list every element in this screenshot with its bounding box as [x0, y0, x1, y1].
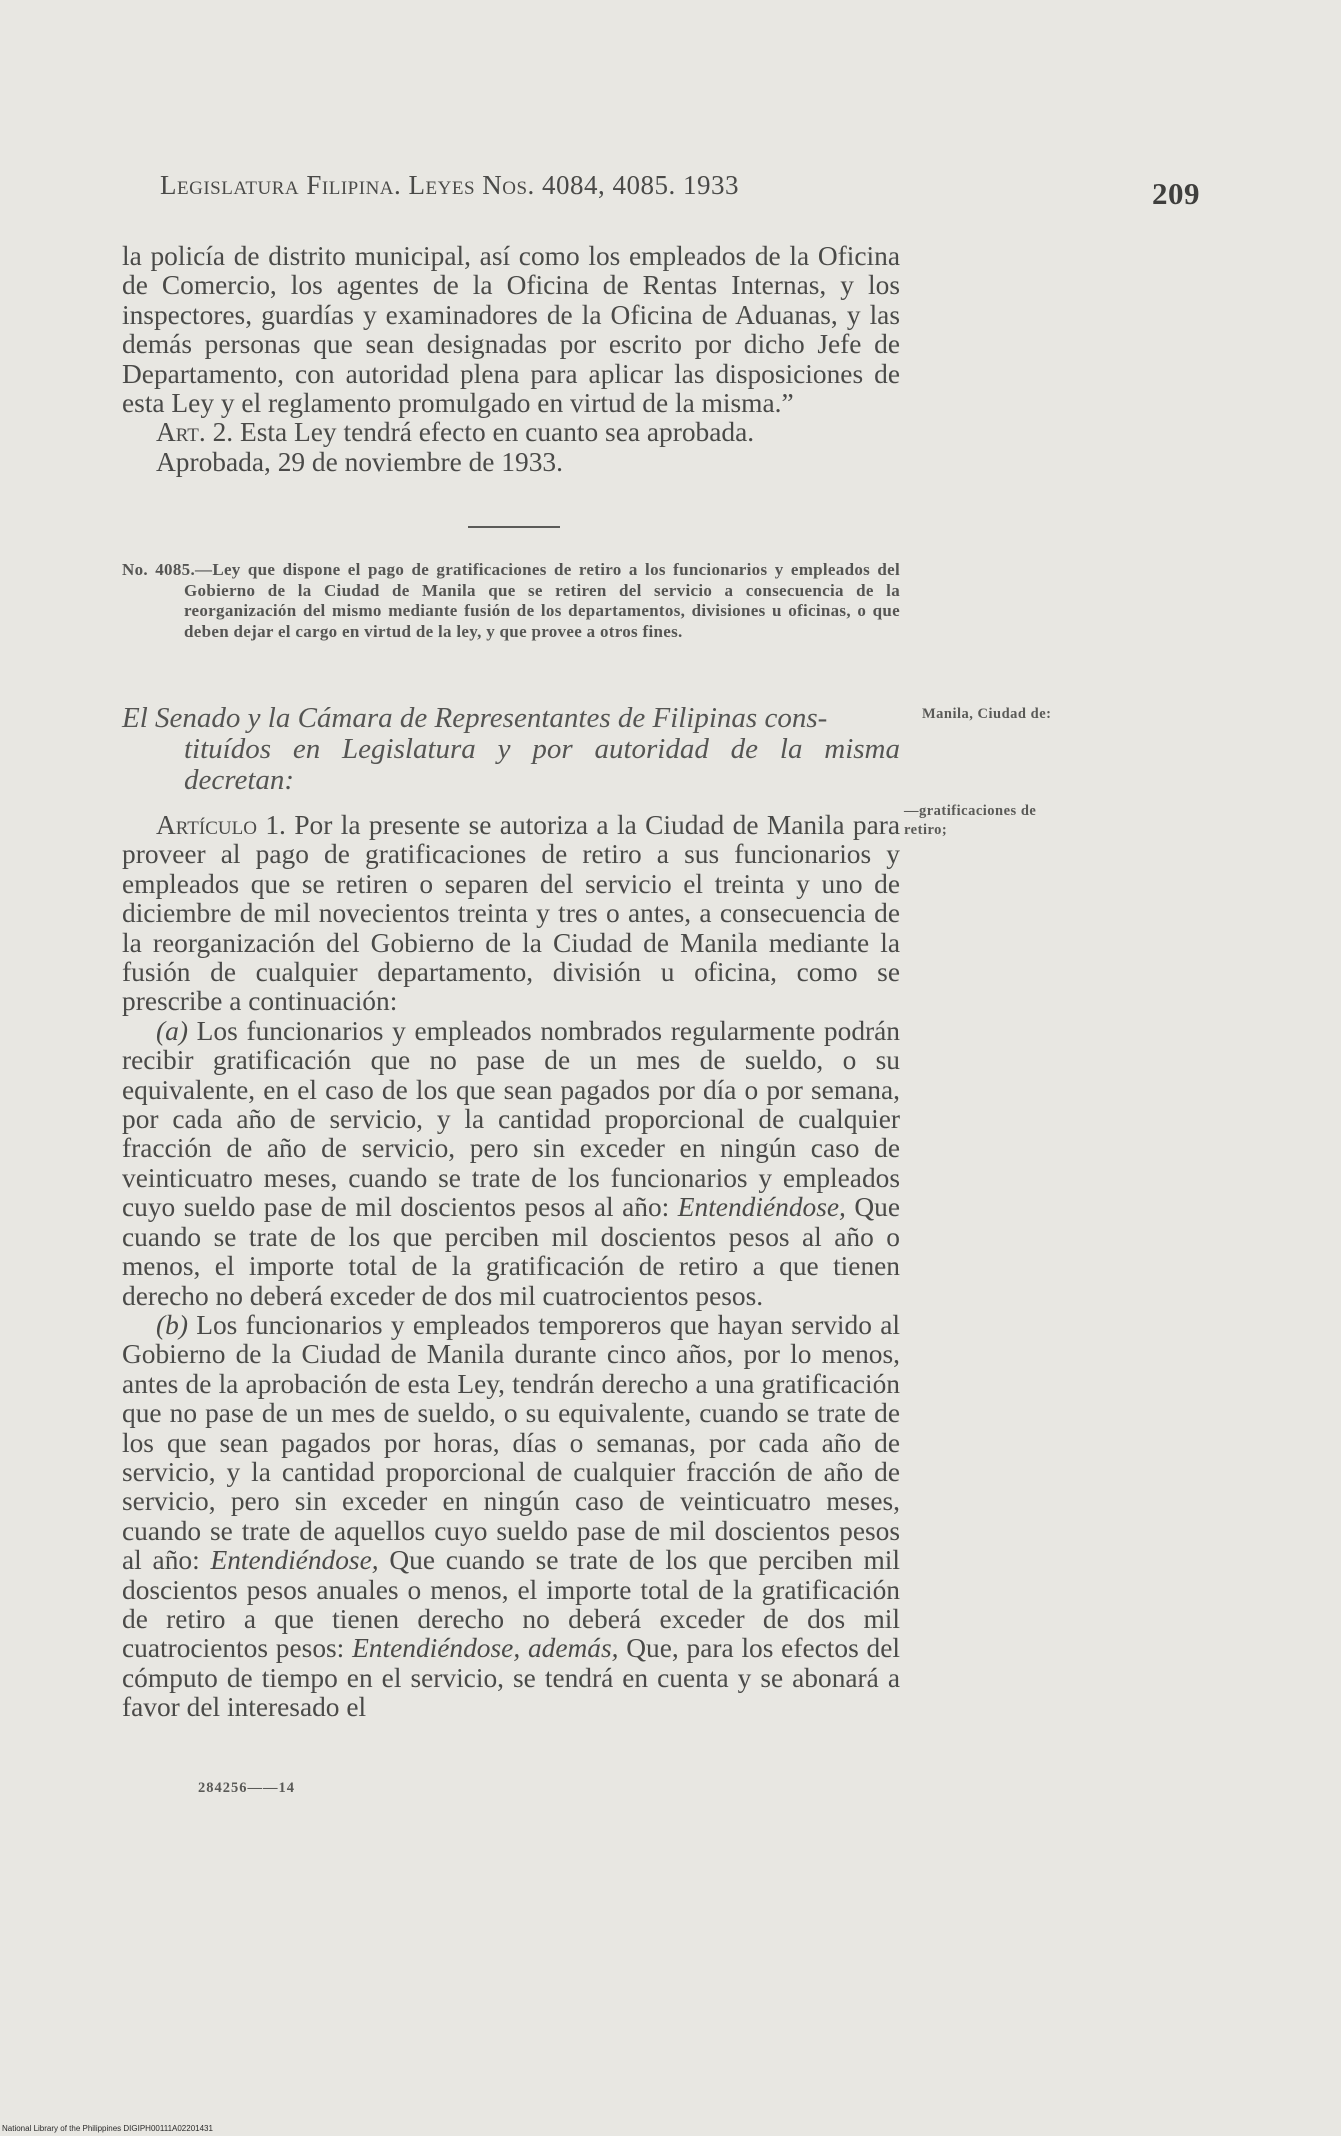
section-divider	[468, 526, 560, 528]
margin-note-manila: Manila, Ciudad de:	[922, 706, 1052, 722]
margin-note-gratificaciones: —gratificaciones de	[904, 803, 1037, 819]
carryover-block	[122, 242, 900, 477]
margin-note-retiro: retiro;	[904, 822, 948, 838]
scan-credit: National Library of the Philippines DIGIPH00111A02201431	[2, 2124, 213, 2133]
law-summary	[122, 560, 900, 642]
paragraph-b-proviso1: Entendiéndose,	[210, 1545, 379, 1576]
law-number: No. 4085.	[122, 560, 196, 579]
paragraph-a	[122, 1017, 900, 1311]
enacting-clause	[122, 703, 900, 796]
paragraph-a-text1: Los funcionarios y empleados nombrados regularmente podrán recibir gratificación que no pase de un mes de sueldo, o su equivalente, en el caso de los que sean pagados por día o por semana, por cada año de servicio, y la cantidad proporcional de cualquier fracción de año de servicio, pero sin exceder en ningún caso de veinticuatro meses, cuando se trate de los funcionarios y empleados cuyo sueldo pase de mil doscientos pesos al año:	[122, 1015, 900, 1223]
paragraph-b-text1: Los funcionarios y empleados temporeros que hayan servido al Gobierno de la Ciudad de Manila durante cinco años, por lo menos, antes de la aprobación de esta Ley, tendrán derecho a una gratificación que no pase de un mes de sueldo, o su equivalente, cuando se trate de los que sean pagados por horas, días o semanas, por cada año de servicio, y la cantidad proporcional de cualquier fracción de año de servicio, pero sin exceder en ningún caso de veinticuatro meses, cuando se trate de aquellos cuyo sueldo pase de mil doscientos pesos al año:	[122, 1309, 900, 1576]
paragraph-b-text2: Que cuando se trate de los que perciben mil doscientos pesos anuales o menos, el importe total de la gratificación de retiro a que tienen derecho no deberá exceder de dos mil cuatrocientos pesos:	[122, 1545, 900, 1664]
article-1-block	[122, 811, 900, 1723]
paragraph-a-text2: Que cuando se trate de los que perciben mil doscientos pesos al año o menos, el importe total de la gratificación de retiro a que tienen derecho no deberá exceder de dos mil cuatrocientos pesos.	[122, 1192, 901, 1311]
paragraph-b-label: (b)	[156, 1309, 188, 1340]
paragraph-b	[122, 1311, 900, 1723]
paragraph-a-proviso: Entendiéndose,	[677, 1192, 846, 1223]
running-head-title: Legislatura Filipina. Leyes Nos. 4084, 4085. 1933	[160, 170, 740, 200]
paragraph-a-label: (a)	[156, 1015, 188, 1046]
article-1	[122, 811, 900, 1017]
article-1-label: Artículo 1.	[156, 810, 286, 840]
approval-date: Aprobada, 29 de noviembre de 1933.	[156, 446, 563, 477]
paragraph-b-text3: Que, para los efectos del cómputo de tiempo en el servicio, se tendrá en cuenta y se abonará a favor del interesado el	[122, 1633, 900, 1723]
carryover-paragraph: la policía de distrito municipal, así como los empleados de la Oficina de Comercio, los agentes de la Oficina de Rentas Internas, y los inspectores, guardías y examinadores de la Oficina de Aduanas, y las demás personas que sean designadas por escrito por dicho Jefe de Departamento, con autoridad plena para aplicar las disposiciones de esta Ley y el reglamento promulgado en virtud de la misma.”	[122, 241, 900, 419]
article-1-text: Por la presente se autoriza a la Ciudad de Manila para proveer al pago de gratificaciones de retiro a sus funcionarios y empleados que se retiren o separen del servicio el treinta y uno de diciembre de mil novecientos treinta y tres o antes, a consecuencia de la reorganización del Gobierno de la Ciudad de Manila mediante la fusión de cualquier departamento, división u oficina, como se prescribe a continuación:	[122, 810, 901, 1017]
enacting-clause-line1: El Senado y la Cámara de Representantes de Filipinas cons-	[122, 702, 828, 734]
printer-code: 284256——14	[198, 1780, 295, 1796]
enacting-clause-rest: tituídos en Legislatura y por autoridad de la misma decretan:	[184, 733, 900, 796]
article-2-label: Art. 2.	[156, 417, 234, 448]
article-2	[122, 418, 900, 447]
article-2-text: Esta Ley tendrá efecto en cuanto sea aprobada.	[233, 417, 755, 448]
paragraph-b-proviso2: Entendiéndose, además,	[352, 1633, 619, 1664]
page-number: 209	[1152, 176, 1200, 211]
law-title: —Ley que dispone el pago de gratificaciones de retiro a los funcionarios y empleados del Gobierno de la Ciudad de Manila que se retiren del servicio a consecuencia de la reorganización del mismo mediante fusión de los departamentos, divisiones u oficinas, o que deben dejar el cargo en virtud de la ley, y que provee a otros fines.	[184, 560, 900, 641]
